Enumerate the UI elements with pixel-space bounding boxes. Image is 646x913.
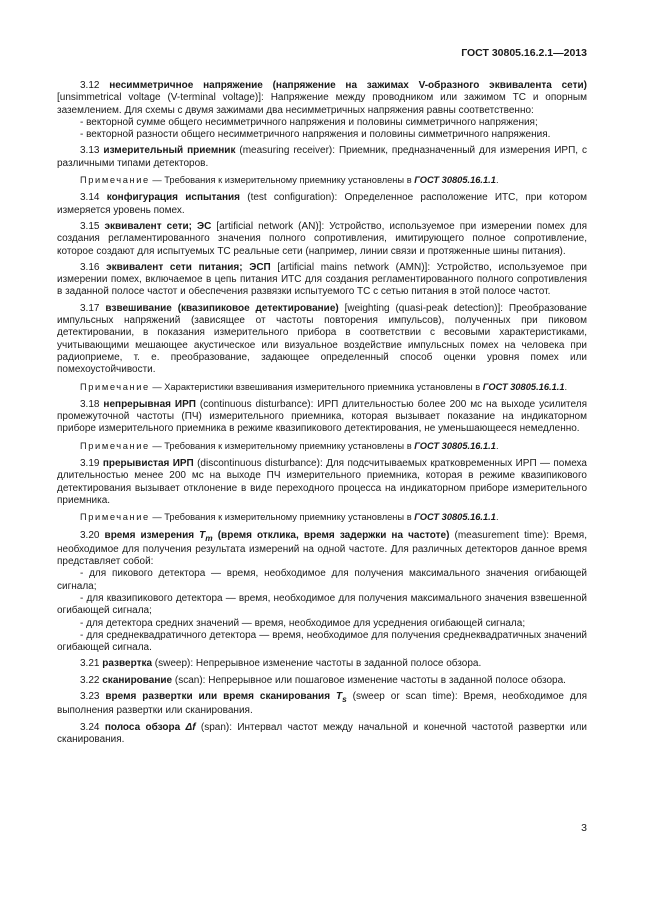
list-item: - для квазипикового детектора — время, необходимое для получения максимального значения взвешенной огибающей сигнала; xyxy=(57,592,587,617)
term: эквивалент сети; ЭС xyxy=(104,220,212,232)
clause-3-14: 3.14 конфигурация испытания (test configuration): Определенное расположение ИТС, при котором измеряется уровень помех. xyxy=(57,192,588,216)
clause-3-13: 3.13 измерительный приемник (measuring receiver): Приемник, предназначенный для измерения ИРП, с различными типами детекторов. xyxy=(57,145,588,169)
document-header: ГОСТ 30805.16.2.1—2013 xyxy=(461,47,587,59)
clause-3-15: 3.15 эквивалент сети; ЭС [artificial network (AN)]: Устройство, используемое при измерении помех для создания регламентированного значения полного сопротивления, имитирующего полное сопротивление, которое создают для испытуемых ТС реальные сети (например, линии связи и протяженные шины питания). xyxy=(57,220,588,257)
list-item: - для среднеквадратичного детектора — время, необходимое для получения среднеквадратичных значений огибающей сигнала. xyxy=(57,629,587,654)
term: сканирование xyxy=(102,674,173,686)
term: время измерения $T_m$ (время отклика, время задержки на частоте) xyxy=(104,529,450,543)
clause-3-16: 3.16 эквивалент сети питания; ЭСП [artificial mains network (AMN)]: Устройство, используемое при измерении помех, включаемое в цепь питания ИТС для создания регламентированного полного сопротивления в заданной полосе частот и обеспечения развязки испытуемого ТС с сетью питания в этой полосе частот. xyxy=(57,261,588,298)
term: непрерывная ИРП xyxy=(103,398,196,410)
clause-3-19: 3.19 прерывистая ИРП (discontinuous disturbance): Для подсчитываемых кратковременных ИРП — помеха длительностью менее 200 мс на выходе ПЧ измерительного приемника, которая в режиме квазипикового детектирования вызывает отклонение в виде переходного процесса на индикаторном приборе измерительного приемника. xyxy=(57,458,587,506)
clause-3-18: 3.18 непрерывная ИРП (continuous disturbance): ИРП длительностью более 200 мс на выходе усилителя промежуточной частоты (ПЧ) измерительного приемника, которая вызывает показание на индикаторном приборе измерительного приемника в режиме квазипикового детектирования, не уменьшающееся немедленно. xyxy=(57,398,587,435)
clause-3-20: 3.20 время измерения $T_m$ (время отклика, время задержки на частоте) (measurement time): Время, необходимое для получения результата измерений на одной частоте. Для различных детекторов данное время представляет собой: xyxy=(57,529,587,568)
clause-3-12: 3.12 несимметричное напряжение (напряжение на зажимах V-образного эквивалента сети) [unsimmetrical voltage (V-terminal voltage)]: Напряжение между проводником или зажимом ТС и опорным заземлением. Для схемы с двумя зажимами два несимметричных напряжения равны соответственно: xyxy=(57,80,587,116)
list-item: - для детектора средних значений — время, необходимое для усреднения огибающей сигнала; xyxy=(80,617,526,629)
term: время развертки или время сканирования $T_s$ xyxy=(105,691,347,705)
reference: ГОСТ 30805.16.1.1 xyxy=(414,175,496,186)
note: Примечание — Требования к измерительному приемнику установлены в ГОСТ 30805.16.1.1. xyxy=(80,440,499,451)
note: Примечание — Требования к измерительному приемнику установлены в ГОСТ 30805.16.1.1. xyxy=(80,512,499,523)
list-item: - векторной сумме общего несимметричного напряжения и половины симметричного напряжения; xyxy=(80,116,538,128)
reference: ГОСТ 30805.16.1.1 xyxy=(482,381,565,392)
reference: ГОСТ 30805.16.1.1 xyxy=(414,440,496,451)
clause-3-21: 3.21 развертка (sweep): Непрерывное изменение частоты в заданной полосе обзора. xyxy=(80,658,482,670)
term: развертка xyxy=(102,658,153,670)
term: прерывистая ИРП xyxy=(102,458,194,470)
note: Примечание — Характеристики взвешивания измерительного приемника установлены в ГОСТ 30805.16.1.1. xyxy=(80,381,568,392)
clause-3-17: 3.17 взвешивание (квазипиковое детектирование) [weighting (quasi-peak detection)]: Преобразование импульсных напряжений (зависящее от частоты повторения импульсов), полученных при пиковом детектировании, в показания измерительного прибора в соответствии с весовыми характеристиками, учитывающими мешающее акустическое или визуальное воздействие импульсных помех на человека при радиоприеме, т. е. преобразование, задающее определенный способ оценки уровня помех или помехоустойчивости. xyxy=(57,302,587,376)
reference: ГОСТ 30805.16.1.1 xyxy=(414,512,496,523)
term: взвешивание (квазипиковое детектирование) xyxy=(105,302,339,314)
term: конфигурация испытания xyxy=(106,192,241,204)
term: измерительный приемник xyxy=(103,145,236,157)
term: эквивалент сети питания; ЭСП xyxy=(106,261,271,273)
list-item: - для пикового детектора — время, необходимое для получения максимального значения огибающей сигнала; xyxy=(57,568,587,592)
clause-3-22: 3.22 сканирование (scan): Непрерывное или пошаговое изменение частоты в заданной полосе обзора. xyxy=(80,674,566,686)
note: Примечание — Требования к измерительному приемнику установлены в ГОСТ 30805.16.1.1. xyxy=(80,175,499,186)
document-body xyxy=(57,80,587,750)
term: полоса обзора Δf xyxy=(104,721,196,733)
list-item: - векторной разности общего несимметричного напряжения и половины симметричного напряжения. xyxy=(80,129,551,141)
clause-3-23: 3.23 время развертки или время сканирования $T_s$ (sweep or scan time): Время, необходимое для выполнения развертки или сканирования. xyxy=(57,691,587,717)
page-number: 3 xyxy=(581,822,587,834)
clause-3-24: 3.24 полоса обзора Δf (span): Интервал частот между начальной и конечной частотой развертки или сканирования. xyxy=(57,721,587,745)
term: несимметричное напряжение (напряжение на зажимах V-образного эквивалента сети) xyxy=(109,80,587,91)
